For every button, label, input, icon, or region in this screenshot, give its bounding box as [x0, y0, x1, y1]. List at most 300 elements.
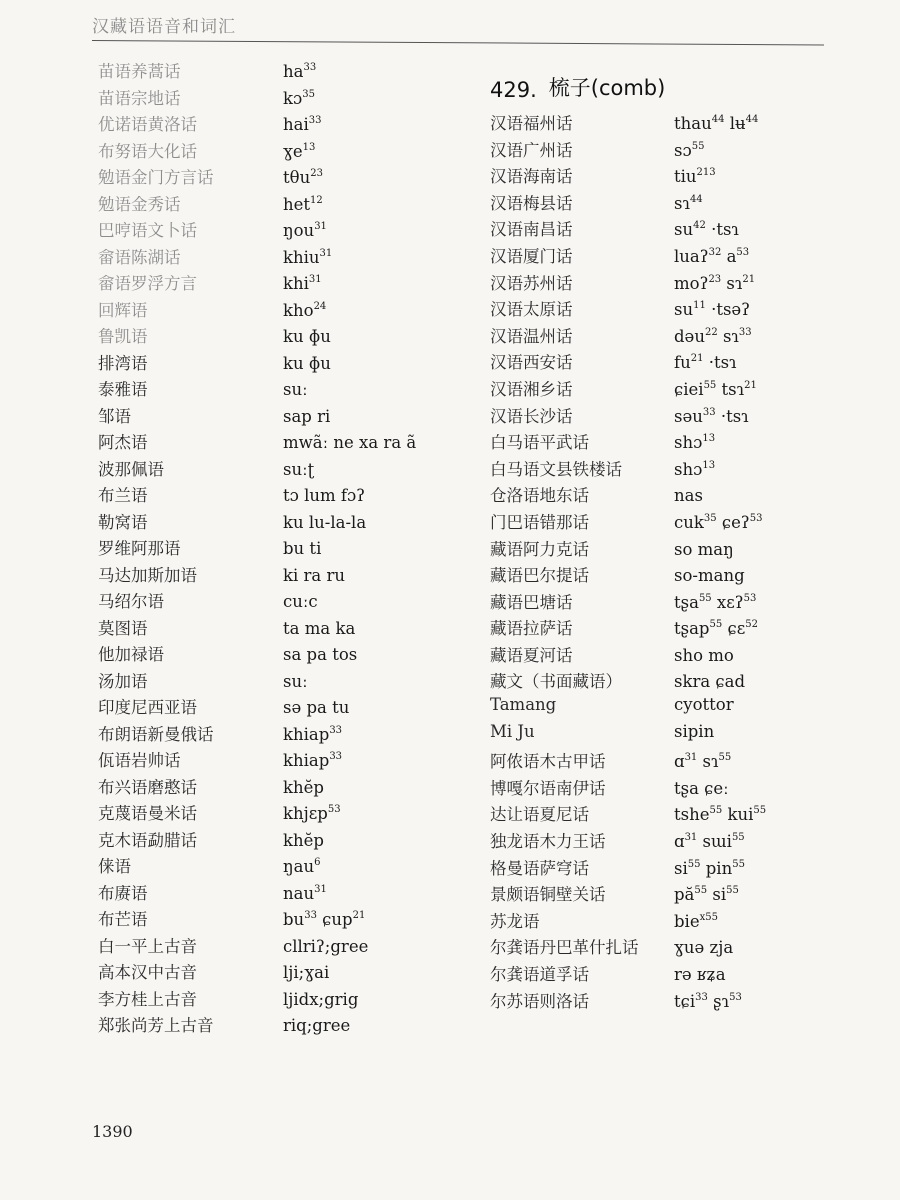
language-name: 布赓语: [98, 883, 148, 903]
word-form: [283, 433, 416, 452]
word-form: [283, 486, 365, 505]
word-form: [283, 248, 332, 267]
language-name: 白一平上古音: [98, 936, 197, 956]
word-form: [674, 353, 737, 372]
tone-mark: 33: [304, 910, 317, 921]
right-entries: [490, 110, 890, 1014]
language-name: 藏语拉萨话: [490, 619, 573, 639]
form-syllable: si: [707, 885, 727, 905]
entry-row: [98, 138, 458, 165]
word-form: [674, 805, 766, 824]
form-syllable: ɑ: [674, 832, 685, 852]
left-column: [98, 58, 458, 1039]
word-form: [674, 646, 734, 665]
form-syllable: cuːc: [283, 592, 318, 611]
language-name: 藏语阿力克话: [490, 539, 589, 559]
word-form: [283, 1016, 350, 1035]
tone-mark: 55: [709, 619, 723, 631]
language-name: 回辉语: [98, 300, 148, 320]
language-name: 苏龙语: [490, 911, 540, 931]
entry-row: [98, 217, 458, 244]
word-form: [674, 433, 715, 452]
tone-mark: 55: [698, 592, 712, 604]
form-syllable: a: [721, 246, 737, 266]
entry-row: [490, 243, 890, 270]
word-form: [674, 859, 745, 878]
tone-mark: 53: [729, 991, 742, 1003]
form-syllable: ·tsɿ: [715, 406, 749, 426]
form-syllable: nau: [283, 883, 315, 903]
tone-mark: 35: [703, 512, 717, 524]
entry-row: [490, 642, 890, 669]
language-name: 畲语陈湖话: [98, 247, 181, 267]
tone-mark: 53: [736, 246, 750, 258]
word-form: [674, 167, 716, 186]
form-syllable: sɿ: [717, 326, 739, 346]
language-name: 畲语罗浮方言: [98, 274, 197, 293]
word-form: [283, 963, 329, 982]
entry-row: [98, 986, 458, 1013]
entry-row: [98, 270, 458, 297]
entry-row: [98, 297, 458, 324]
word-form: [283, 566, 345, 585]
entry-row: [490, 695, 890, 722]
language-name: 高本汉中古音: [98, 963, 197, 982]
word-form: [283, 884, 327, 903]
word-form: [283, 460, 314, 479]
word-form: [674, 695, 734, 714]
form-syllable: səu: [674, 406, 703, 426]
tone-mark: 31: [684, 752, 698, 764]
entry-row: [98, 164, 458, 191]
word-form: [674, 327, 752, 346]
form-syllable: hai: [283, 115, 309, 134]
word-form: [674, 247, 749, 266]
language-name: 阿杰语: [98, 433, 148, 452]
word-form: [674, 220, 739, 239]
tone-mark: 53: [327, 804, 341, 815]
form-syllable: ·tsɿ: [705, 220, 739, 240]
form-syllable: sə pa tu: [283, 698, 350, 717]
form-syllable: bie: [674, 911, 700, 931]
form-syllable: tiu: [674, 167, 697, 187]
section-heading: 梳子(comb): [548, 76, 666, 100]
language-name: 苗语养蒿话: [98, 62, 181, 81]
form-syllable: tɔ lum fɔʔ: [283, 486, 366, 505]
entry-row: [98, 747, 458, 774]
tone-mark: x55: [699, 911, 718, 923]
entry-row: [98, 721, 458, 748]
entry-row: [98, 853, 458, 880]
form-syllable: cyottor: [674, 695, 734, 715]
form-syllable: ɣe: [283, 141, 303, 161]
tone-mark: 55: [726, 885, 739, 897]
tone-mark: 33: [702, 406, 716, 418]
language-name: 阿侬语木古甲话: [490, 752, 606, 772]
language-name: 汉语广州话: [490, 140, 573, 160]
word-form: [283, 725, 342, 744]
tone-mark: 13: [702, 433, 716, 445]
form-syllable: ·tsɿ: [703, 353, 737, 373]
word-form: [674, 486, 703, 505]
word-form: [283, 937, 368, 956]
form-syllable: tshe: [674, 805, 710, 825]
form-syllable: moʔ: [674, 273, 709, 293]
entry-row: [98, 403, 458, 430]
language-name: 勉语金门方言话: [98, 168, 214, 187]
entry-row: [98, 350, 458, 377]
tone-mark: 12: [310, 194, 323, 206]
entry-row: [98, 191, 458, 218]
entry-row: [98, 880, 458, 907]
form-syllable: sap ri: [283, 406, 331, 426]
language-name: 汉语海南话: [490, 167, 573, 187]
form-syllable: bu ti: [283, 539, 322, 558]
word-form: [674, 912, 718, 931]
entry-row: [490, 163, 890, 190]
form-syllable: fu: [674, 353, 691, 373]
form-syllable: dəu: [674, 326, 705, 346]
form-syllable: khĕp: [283, 830, 324, 850]
form-syllable: het: [283, 194, 311, 214]
tone-mark: 21: [352, 910, 366, 921]
word-form: [674, 722, 714, 741]
tone-mark: 42: [693, 220, 706, 232]
language-name: 汉语温州话: [490, 326, 573, 346]
language-name: 郑张尚芳上古音: [98, 1016, 214, 1035]
form-syllable: ŋou: [283, 221, 315, 240]
word-form: [283, 804, 341, 823]
word-form: [674, 274, 755, 293]
form-syllable: cllriʔ;gree: [283, 936, 369, 956]
language-name: 门巴语错那话: [490, 512, 589, 532]
word-form: [283, 142, 315, 161]
word-form: [674, 114, 758, 133]
tone-mark: 13: [302, 141, 316, 153]
word-form: [674, 566, 745, 585]
language-name: 鲁凯语: [98, 327, 148, 346]
tone-mark: 53: [749, 512, 763, 524]
form-syllable: shɔ: [674, 459, 703, 479]
form-syllable: rə ʁʑa: [674, 965, 726, 984]
language-name: 克木语勐腊话: [98, 830, 197, 850]
word-form: [283, 115, 321, 134]
tone-mark: 55: [731, 832, 745, 844]
entry-row: [490, 828, 890, 855]
form-syllable: tʂap: [674, 619, 710, 639]
word-form: [283, 910, 365, 929]
entry-row: [490, 722, 890, 749]
form-syllable: ɕɛ: [722, 619, 746, 639]
word-form: [674, 513, 762, 532]
entry-row: [490, 137, 890, 164]
language-name: 博嘎尔语南伊话: [490, 778, 606, 798]
word-form: [674, 540, 734, 559]
language-name: 尔苏语则洛话: [490, 991, 589, 1011]
word-form: [283, 354, 331, 373]
tone-mark: 13: [702, 459, 716, 471]
tone-mark: 55: [753, 805, 767, 817]
form-syllable: riq;gree: [283, 1016, 351, 1035]
word-form: [283, 380, 308, 399]
form-syllable: tθu: [283, 168, 311, 187]
section-title: [490, 58, 890, 110]
form-syllable: suːʈ: [283, 459, 315, 479]
language-name: Tamang: [490, 695, 557, 715]
language-name: 布兰语: [98, 486, 148, 505]
entry-row: [98, 800, 458, 827]
language-name: 莫图语: [98, 618, 148, 638]
tone-mark: 31: [314, 221, 327, 232]
language-name: 格曼语萨穹话: [490, 858, 589, 878]
entry-row: [490, 456, 890, 483]
language-name: 优诺语黄洛话: [98, 115, 197, 134]
word-form: [674, 141, 704, 160]
language-name: 布朗语新曼俄话: [98, 724, 214, 744]
form-syllable: lji;ɣai: [283, 963, 330, 982]
word-form: [283, 89, 315, 108]
header-title: 汉藏语语音和词汇: [92, 17, 236, 37]
form-syllable: ku lu-la-la: [283, 512, 367, 532]
entry-row: [490, 934, 890, 961]
entry-row: [98, 111, 458, 138]
form-syllable: ɕup: [316, 910, 353, 929]
word-form: [674, 194, 703, 213]
entry-row: [490, 110, 890, 137]
form-syllable: xɛʔ: [711, 592, 744, 612]
word-form: [674, 938, 733, 957]
tone-mark: 44: [711, 114, 725, 125]
entry-row: [490, 509, 890, 536]
form-syllable: shɔ: [674, 433, 703, 453]
language-name: 泰雅语: [98, 380, 148, 399]
word-form: [283, 751, 342, 770]
form-syllable: khĕp: [283, 777, 324, 797]
language-name: 达让语夏尼话: [490, 805, 589, 825]
form-syllable: sɔ: [674, 140, 692, 160]
entry-row: [98, 85, 458, 112]
form-syllable: ɕiei: [674, 379, 704, 399]
word-form: [283, 990, 358, 1009]
tone-mark: 44: [689, 193, 703, 205]
word-form: [283, 327, 331, 346]
entry-row: [98, 906, 458, 933]
form-syllable: su: [674, 300, 694, 320]
entry-row: [98, 668, 458, 695]
language-name: 汉语厦门话: [490, 246, 573, 266]
tone-mark: 44: [745, 114, 759, 125]
tone-mark: 55: [703, 379, 717, 391]
form-syllable: ·tsəʔ: [705, 300, 751, 320]
language-name: 藏语巴塘话: [490, 592, 573, 612]
language-name: 苗语宗地话: [98, 88, 181, 108]
form-syllable: sa pa tos: [283, 645, 358, 664]
tone-mark: 22: [704, 326, 718, 338]
language-name: 佤语岩帅话: [98, 751, 181, 770]
language-name: Mi Ju: [490, 721, 535, 741]
entry-row: [490, 589, 890, 616]
form-syllable: thau: [674, 114, 712, 133]
language-name: 尔龚语丹巴革什扎话: [490, 938, 639, 958]
page-number: 1390: [92, 1122, 133, 1141]
form-syllable: ha: [283, 62, 304, 81]
form-syllable: khi: [283, 274, 309, 293]
entry-row: [490, 482, 890, 509]
entry-row: [490, 615, 890, 642]
tone-mark: 33: [695, 991, 708, 1003]
language-name: 排湾语: [98, 353, 148, 373]
tone-mark: 33: [329, 751, 343, 762]
tone-mark: 23: [310, 168, 323, 179]
tone-mark: 55: [718, 752, 732, 764]
tone-mark: 53: [743, 592, 757, 604]
language-name: 仓洛语地东话: [490, 486, 589, 506]
word-form: [283, 301, 326, 320]
form-syllable: su: [674, 220, 694, 240]
language-name: 罗维阿那语: [98, 539, 181, 558]
entry-row: [490, 748, 890, 775]
word-form: [283, 221, 327, 240]
language-name: 俫语: [98, 857, 131, 876]
word-form: [674, 992, 742, 1011]
tone-mark: 35: [302, 88, 315, 100]
language-name: 白马语平武话: [490, 433, 589, 453]
form-syllable: tʂa: [674, 592, 699, 612]
tone-mark: 31: [684, 832, 698, 844]
entry-row: [490, 429, 890, 456]
language-name: 邹语: [98, 406, 131, 426]
word-form: [283, 407, 330, 426]
form-syllable: skra ɕad: [674, 672, 746, 692]
language-name: 汉语福州话: [490, 114, 573, 133]
form-syllable: pă: [674, 885, 695, 905]
form-syllable: luaʔ: [674, 246, 709, 266]
word-form: [674, 407, 749, 426]
form-syllable: sipin: [674, 721, 715, 741]
language-name: 汤加语: [98, 671, 148, 691]
form-syllable: tɕi: [674, 991, 696, 1011]
form-syllable: sɯi: [697, 832, 732, 852]
tone-mark: 55: [709, 805, 723, 817]
language-name: 藏语夏河话: [490, 645, 573, 665]
form-syllable: mwãː ne xa ra ã: [283, 433, 417, 452]
entry-row: [98, 323, 458, 350]
tone-mark: 55: [694, 885, 708, 897]
language-name: 布努语大化话: [98, 141, 197, 161]
tone-mark: 52: [745, 619, 759, 631]
form-syllable: bu: [283, 910, 305, 929]
word-form: [674, 300, 750, 319]
entry-row: [98, 244, 458, 271]
form-syllable: kɔ: [283, 88, 303, 108]
tone-mark: 11: [693, 300, 706, 312]
entry-row: [98, 615, 458, 642]
tone-mark: 33: [329, 724, 343, 736]
entry-row: [490, 801, 890, 828]
form-syllable: ʂɿ: [707, 991, 730, 1011]
word-form: [283, 168, 323, 187]
entry-row: [98, 562, 458, 589]
entry-row: [490, 908, 890, 935]
word-form: [283, 62, 316, 81]
tone-mark: 33: [303, 62, 317, 73]
form-syllable: sɿ: [674, 193, 690, 213]
language-name: 布兴语磨憨话: [98, 777, 197, 797]
form-syllable: ɣuə zja: [674, 938, 734, 958]
word-form: [283, 778, 324, 797]
form-syllable: sho mo: [674, 645, 734, 665]
form-syllable: khjɛp: [283, 804, 328, 823]
header-rule: [92, 40, 824, 45]
entry-row: [98, 58, 458, 85]
form-syllable: sɿ: [697, 752, 719, 772]
tone-mark: 55: [687, 858, 701, 870]
form-syllable: cuk: [674, 512, 704, 532]
language-name: 汉语湘乡话: [490, 379, 573, 399]
tone-mark: 6: [314, 857, 321, 868]
tone-mark: 55: [691, 140, 705, 152]
entry-row: [98, 959, 458, 986]
word-form: [674, 779, 729, 798]
language-name: 马达加斯加语: [98, 565, 197, 585]
entry-row: [490, 376, 890, 403]
form-syllable: khiu: [283, 247, 320, 267]
word-form: [674, 885, 739, 904]
entry-row: [490, 668, 890, 695]
tone-mark: 33: [738, 326, 752, 338]
word-form: [283, 513, 366, 532]
language-name: 勉语金秀话: [98, 194, 181, 214]
language-name: 独龙语木力王话: [490, 832, 606, 852]
form-syllable: so-mang: [674, 566, 745, 586]
language-name: 汉语西安话: [490, 353, 573, 373]
form-syllable: suː: [283, 380, 308, 399]
form-syllable: pin: [700, 858, 733, 878]
word-form: [674, 460, 715, 479]
language-name: 藏语巴尔提话: [490, 566, 589, 586]
entry-row: [490, 403, 890, 430]
language-name: 布芒语: [98, 910, 148, 929]
form-syllable: tʂa ɕeː: [674, 778, 729, 798]
word-form: [283, 645, 357, 664]
word-form: [674, 672, 745, 691]
language-name: 汉语南昌话: [490, 220, 573, 240]
language-name: 巴哼语文卜话: [98, 221, 197, 240]
entry-row: [490, 296, 890, 323]
form-syllable: ki ra ru: [283, 565, 346, 585]
word-form: [674, 965, 726, 984]
tone-mark: 23: [708, 273, 722, 285]
entry-row: [98, 1012, 458, 1039]
form-syllable: khiap: [283, 724, 330, 744]
tone-mark: 31: [308, 274, 322, 285]
word-form: [283, 619, 355, 638]
entry-row: [490, 855, 890, 882]
form-syllable: nas: [674, 486, 703, 506]
entry-row: [490, 961, 890, 988]
tone-mark: 31: [314, 883, 327, 895]
language-name: 勒窝语: [98, 512, 148, 532]
word-form: [674, 380, 757, 399]
entry-row: [490, 562, 890, 589]
word-form: [283, 857, 320, 876]
language-name: 白马语文县铁楼话: [490, 459, 622, 479]
form-syllable: ta ma ka: [283, 618, 356, 638]
language-name: 景颇语铜壁关话: [490, 885, 606, 905]
entry-row: [98, 535, 458, 562]
word-form: [283, 831, 324, 850]
word-form: [674, 619, 758, 638]
